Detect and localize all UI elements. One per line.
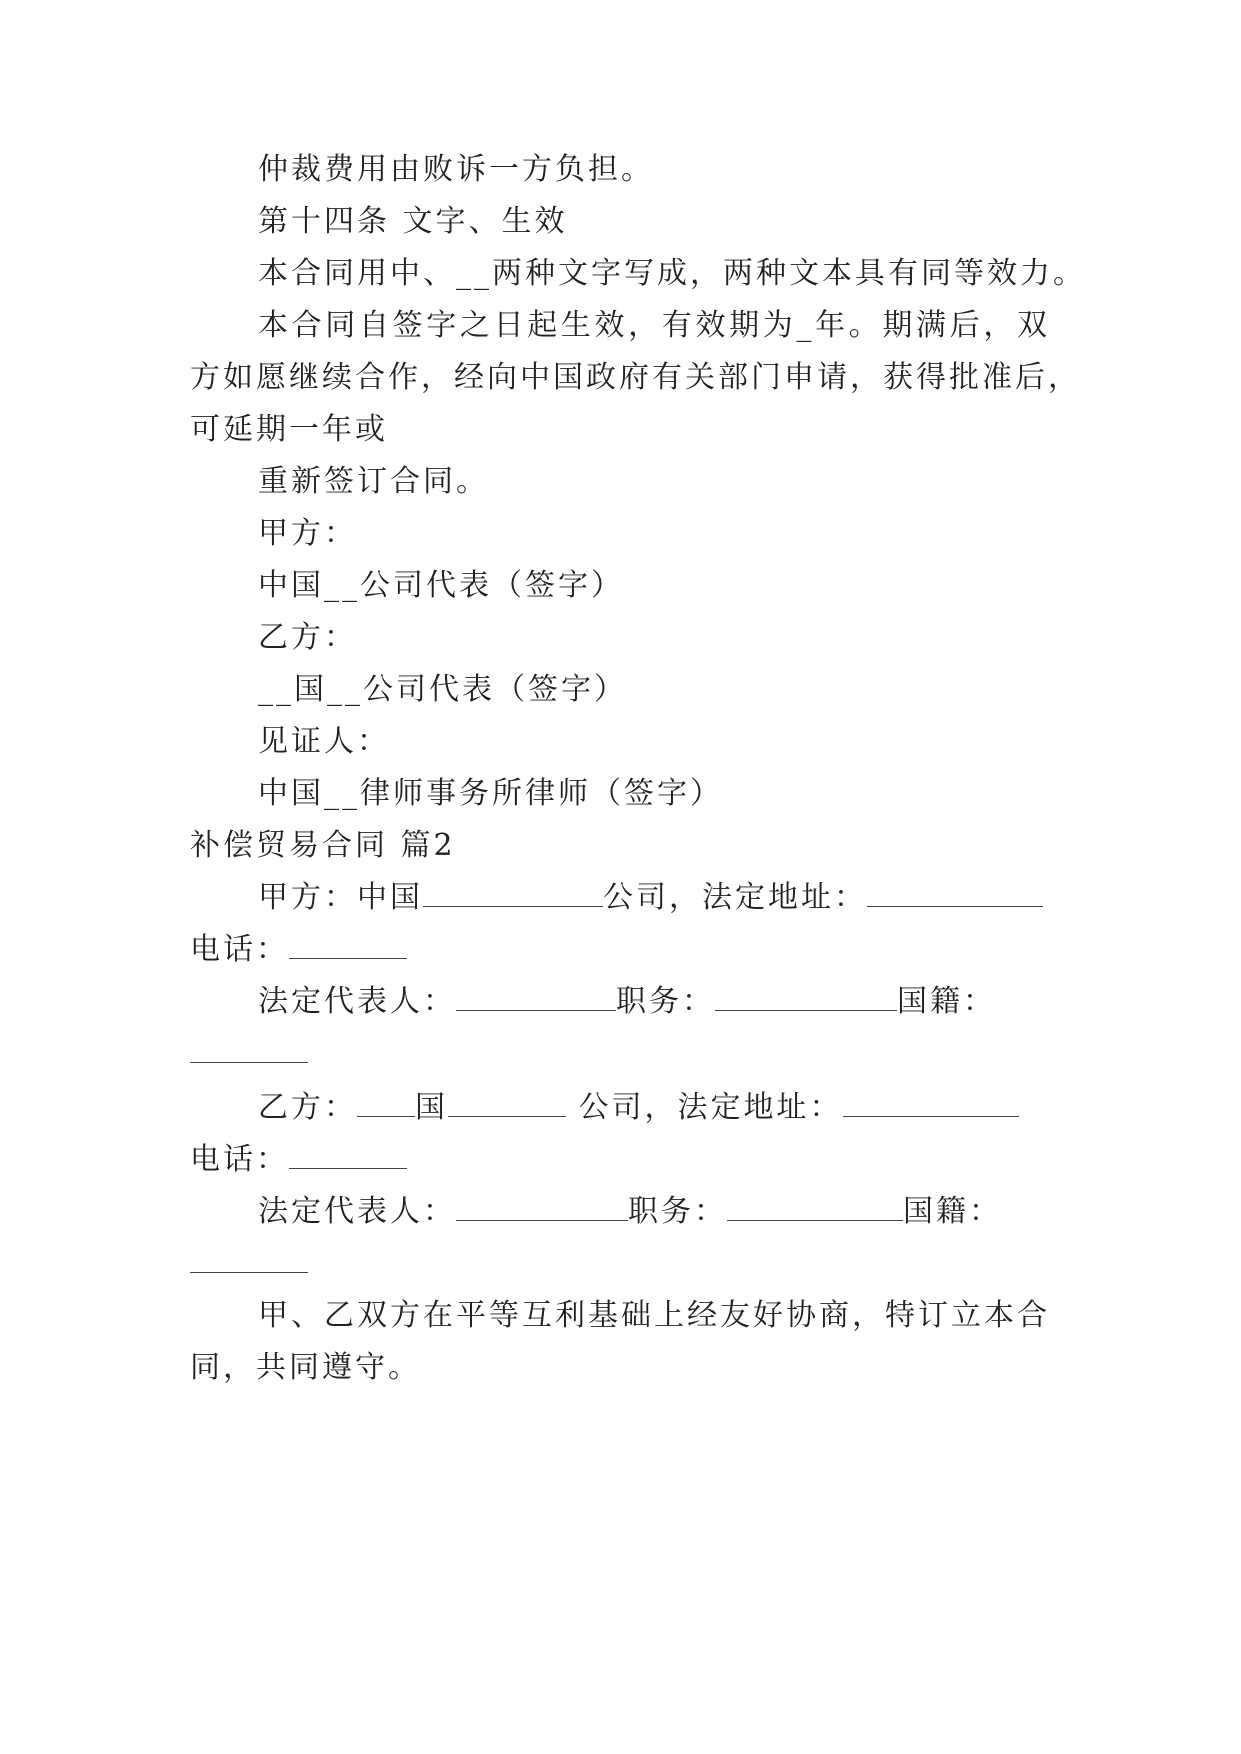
rep-label: 法定代表人： [258,1194,456,1229]
party-a-address-label: 公司，法定地址： [603,880,867,915]
nationality-label: 国籍： [903,1194,1002,1229]
text-line: 本合同用中、__两种文字写成，两种文本具有同等效力。 [258,256,1086,291]
party-b-phone-line [190,1140,1050,1180]
country-label: 国 [415,1090,448,1125]
rep-blank [456,1194,628,1221]
party-a-rep-line [258,982,1050,1022]
nationality-blank-line [190,1244,1050,1284]
text-line: 方如愿继续合作，经向中国政府有关部门申请，获得批准后， [190,360,1081,395]
phone-blank [289,932,407,959]
phone-label: 电话： [190,932,289,967]
nationality-blank-line [190,1034,1050,1074]
party-b-rep-line [258,1192,1050,1232]
text-line: 重新签订合同。 [258,464,489,499]
party-b-prefix: 乙方： [258,1090,357,1125]
country-blank [357,1090,415,1117]
title-blank [727,1194,903,1221]
phone-blank [289,1142,407,1169]
title-label: 职务： [616,984,715,1019]
text-line: 仲裁费用由败诉一方负担。 [258,152,654,187]
text-line: 可延期一年或 [190,412,388,447]
party-b-address-label: 公司，法定地址： [566,1090,843,1125]
rep-blank [456,984,616,1011]
signature-line: __国__公司代表（签字） [258,672,627,707]
nationality-label: 国籍： [897,984,996,1019]
phone-label: 电话： [190,1142,289,1177]
signature-line: 中国__公司代表（签字） [258,568,624,603]
title-blank [715,984,897,1011]
rep-label: 法定代表人： [258,984,456,1019]
witness-label: 见证人： [258,724,390,759]
party-a-prefix: 甲方：中国 [258,880,423,915]
nationality-blank [190,1246,308,1273]
party-b-line [258,1088,1050,1128]
party-a-label: 甲方： [258,516,357,551]
text-line: 甲、乙双方在平等互利基础上经友好协商，特订立本合 [258,1298,1050,1333]
nationality-blank [190,1036,308,1063]
title-label: 职务： [628,1194,727,1229]
text-line: 同，共同遵守。 [190,1350,421,1385]
section-title: 补偿贸易合同 篇2 [190,828,456,863]
company-blank [448,1090,566,1117]
article-heading: 第十四条 文字、生效 [258,204,568,239]
party-a-line [258,878,1050,918]
address-blank [843,1090,1019,1117]
text-line: 本合同自签字之日起生效，有效期为_年。期满后，双 [258,308,1050,343]
signature-line: 中国__律师事务所律师（签字） [258,776,723,811]
address-blank [867,880,1043,907]
party-a-phone-line [190,930,1050,970]
company-blank [423,880,603,907]
party-b-label: 乙方： [258,620,357,655]
